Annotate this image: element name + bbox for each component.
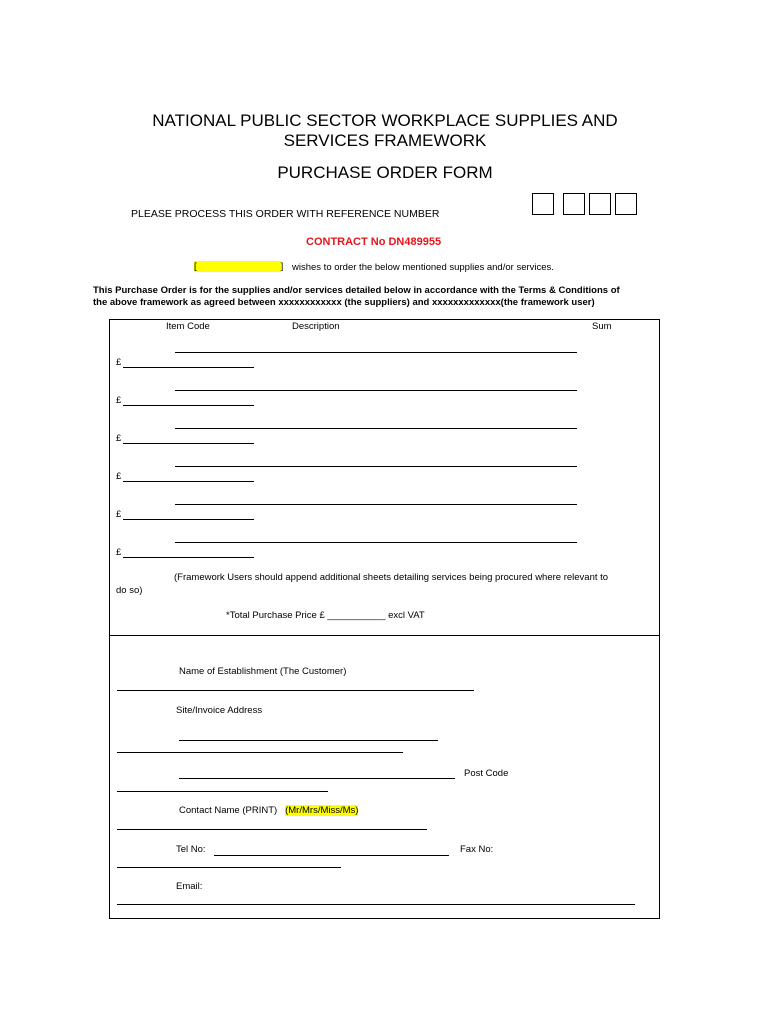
reference-box-1[interactable] — [532, 193, 554, 215]
address-line-2[interactable] — [117, 752, 403, 753]
post-code-label: Post Code — [464, 768, 509, 779]
description-header: Description — [292, 321, 340, 332]
address-line-3[interactable] — [179, 778, 455, 779]
item-code-header: Item Code — [166, 321, 210, 332]
form-title-line1: NATIONAL PUBLIC SECTOR WORKPLACE SUPPLIES AND — [152, 111, 618, 130]
contract-number: CONTRACT No DN489955 — [306, 236, 442, 248]
tel-label: Tel No: — [176, 844, 206, 855]
item-description-line[interactable] — [175, 390, 577, 391]
form-title-line2: SERVICES FRAMEWORK — [283, 131, 487, 150]
post-code-line[interactable] — [117, 791, 328, 792]
purchase-order-title: PURCHASE ORDER FORM — [277, 163, 493, 182]
reference-box-3[interactable] — [589, 193, 611, 215]
contact-name-field — [179, 805, 358, 816]
email-line[interactable] — [117, 904, 635, 905]
currency-symbol: £ — [116, 471, 122, 482]
section-divider — [109, 635, 660, 636]
currency-symbol: £ — [116, 395, 122, 406]
bracket-close: ] — [280, 261, 284, 272]
item-sum-line[interactable] — [123, 481, 254, 482]
wishes-text: wishes to order the below mentioned supplies and/or services. — [292, 262, 554, 273]
item-sum-line[interactable] — [123, 367, 254, 368]
item-description-line[interactable] — [175, 352, 577, 353]
establishment-line[interactable] — [117, 690, 474, 691]
item-description-line[interactable] — [175, 504, 577, 505]
customer-name-highlight — [197, 261, 281, 272]
item-description-line[interactable] — [175, 466, 577, 467]
reference-number-prompt: PLEASE PROCESS THIS ORDER WITH REFERENCE NUMBER — [131, 208, 440, 220]
item-sum-line[interactable] — [123, 519, 254, 520]
terms-line-2: the above framework as agreed between xxxxxxxxxxxx (the suppliers) and xxxxxxxxxxxxx(the framework user) — [93, 297, 595, 308]
sum-header: Sum — [592, 321, 612, 332]
title-options: (Mr/Mrs/Miss/Ms) — [285, 805, 359, 816]
fax-line[interactable] — [117, 867, 341, 868]
address-line-1[interactable] — [179, 740, 438, 741]
additional-sheets-note: (Framework Users should append additional sheets detailing services being procured where relevant to — [174, 572, 609, 583]
currency-symbol: £ — [116, 509, 122, 520]
email-label: Email: — [176, 881, 203, 892]
customer-name-bracket[interactable] — [194, 261, 283, 272]
reference-box-4[interactable] — [615, 193, 637, 215]
item-sum-line[interactable] — [123, 557, 254, 558]
establishment-label: Name of Establishment (The Customer) — [179, 666, 347, 677]
item-sum-line[interactable] — [123, 405, 254, 406]
tel-line[interactable] — [214, 855, 449, 856]
currency-symbol: £ — [116, 547, 122, 558]
item-description-line[interactable] — [175, 428, 577, 429]
terms-line-1: This Purchase Order is for the supplies and/or services detailed below in accordance with the Terms & Conditions of — [93, 285, 620, 296]
currency-symbol: £ — [116, 357, 122, 368]
fax-label: Fax No: — [460, 844, 494, 855]
address-label: Site/Invoice Address — [176, 705, 263, 716]
contact-name-line[interactable] — [117, 829, 427, 830]
total-purchase-price[interactable]: *Total Purchase Price £ ___________ excl VAT — [226, 610, 425, 621]
reference-box-2[interactable] — [563, 193, 585, 215]
additional-sheets-note-cont: do so) — [116, 585, 143, 596]
contact-name-label: Contact Name (PRINT) — [179, 805, 278, 816]
item-description-line[interactable] — [175, 542, 577, 543]
currency-symbol: £ — [116, 433, 122, 444]
bracket-open: [ — [194, 261, 197, 272]
item-sum-line[interactable] — [123, 443, 254, 444]
